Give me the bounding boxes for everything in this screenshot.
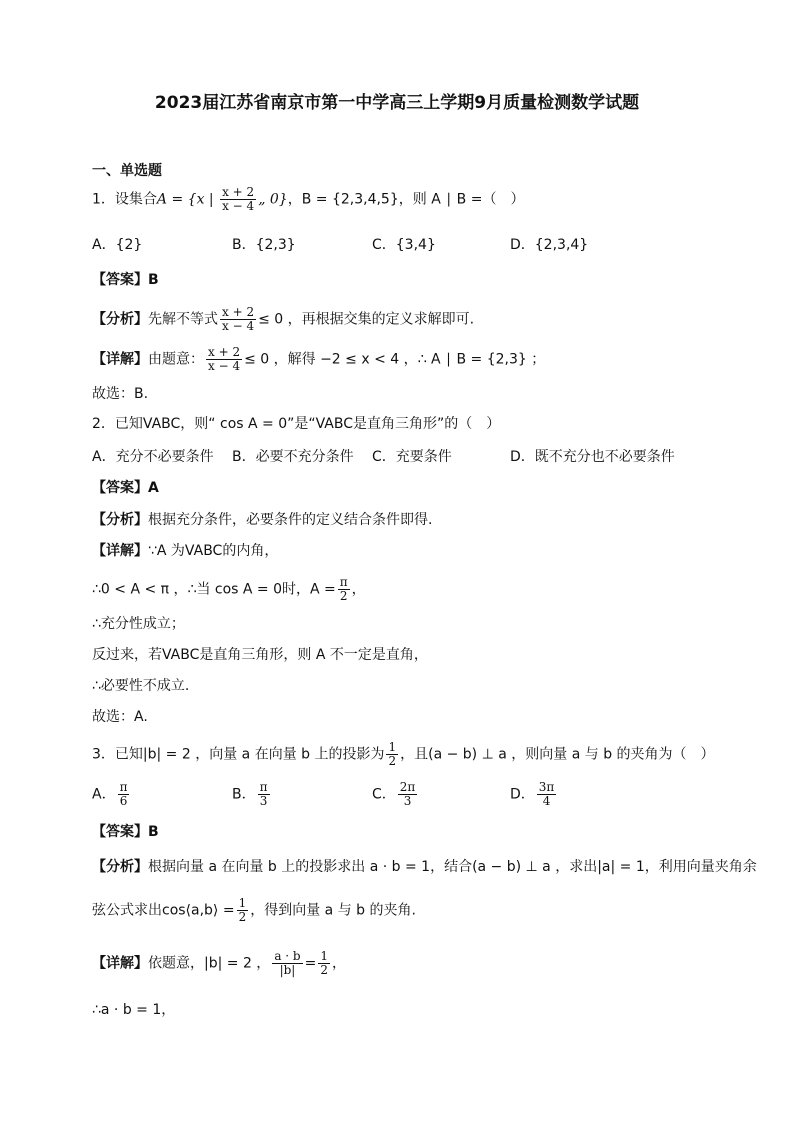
q1-set-b: ，B = {2,3,4,5}，则 A ∣ B =（ ） bbox=[287, 191, 525, 208]
q3-detail-den-2: 2 bbox=[320, 963, 328, 977]
q3-option-d-frac bbox=[537, 781, 557, 808]
q1-fraction bbox=[220, 186, 256, 213]
q2-detail-num: π bbox=[339, 575, 348, 589]
q1-stem bbox=[92, 186, 524, 213]
q3-option-b-frac bbox=[258, 781, 270, 808]
q1-answer-text: 【答案】B bbox=[92, 272, 159, 288]
q3-detail-den-1: |b| bbox=[279, 963, 296, 977]
q1-analysis-fraction bbox=[220, 306, 256, 333]
q3-option-c bbox=[372, 781, 419, 808]
q3-stem-a: 3．已知|b| = 2 ，向量 a 在向量 b 上的投影为 bbox=[92, 746, 385, 763]
q3-option-d-num: 3π bbox=[538, 780, 555, 794]
q2-detail-5: ∴必要性不成立. bbox=[92, 678, 190, 694]
q2-analysis-tag: 【分析】 bbox=[92, 512, 148, 528]
q1-frac-num: x + 2 bbox=[222, 185, 255, 199]
q2-detail-4: 反过来，若VABC是直角三角形，则 A 不一定是直角， bbox=[92, 647, 428, 663]
q3-option-a-frac bbox=[118, 781, 130, 808]
q1-frac-den: x − 4 bbox=[222, 199, 255, 213]
q3-analysis-2b: ，得到向量 a 与 b 的夹角. bbox=[250, 902, 416, 919]
q1-detail-fraction bbox=[206, 346, 242, 373]
q2-detail-2 bbox=[92, 576, 366, 603]
q3-option-b-label: B． bbox=[232, 786, 256, 803]
q1-detail bbox=[92, 346, 545, 373]
q3-option-d-label: D． bbox=[510, 786, 535, 803]
q2-detail bbox=[92, 541, 278, 561]
q1-set-a-end: „ 0} bbox=[258, 191, 288, 208]
q3-stem-num: 1 bbox=[388, 740, 397, 754]
q3-stem-den: 2 bbox=[388, 754, 397, 768]
q2-answer bbox=[92, 478, 159, 498]
q2-detail-2a: ∴0 < A < π ，∴当 cos A = 0时，A = bbox=[92, 581, 336, 598]
q3-detail-num-2: 1 bbox=[320, 949, 328, 963]
q3-option-a-label: A． bbox=[92, 786, 116, 803]
q3-detail-num-1: a · b bbox=[274, 949, 301, 963]
q2-detail-tag: 【详解】 bbox=[92, 543, 148, 559]
q3-detail bbox=[92, 950, 346, 977]
q3-analysis-1: 根据向量 a 在向量 b 上的投影求出 a · b = 1，结合(a − b) ⊥ a ，求出|a| = 1，利用向量夹角余 bbox=[148, 859, 757, 875]
q3-analysis-den: 2 bbox=[238, 910, 247, 924]
q3-detail-1c: ， bbox=[331, 955, 346, 972]
q1-stem-text: 1．设集合 bbox=[92, 191, 157, 208]
q3-option-d-den: 4 bbox=[542, 794, 551, 808]
q1-analysis bbox=[92, 306, 474, 333]
q3-option-a-num: π bbox=[119, 780, 128, 794]
q3-stem-fraction bbox=[386, 741, 398, 768]
q2-choice: 故选：A. bbox=[92, 709, 148, 725]
q3-option-c-label: C． bbox=[372, 786, 396, 803]
q3-answer-text: 【答案】B bbox=[92, 824, 159, 840]
q1-detail-text-a: 由题意： bbox=[148, 351, 204, 368]
q3-option-b bbox=[232, 781, 272, 808]
q1-analysis-den: x − 4 bbox=[222, 319, 255, 333]
q3-analysis bbox=[92, 857, 757, 877]
q2-analysis-text: 根据充分条件，必要条件的定义结合条件即得. bbox=[148, 512, 433, 528]
q3-analysis-fraction bbox=[237, 897, 249, 924]
q3-option-c-frac bbox=[398, 781, 418, 808]
q3-answer bbox=[92, 822, 159, 842]
q1-choice: 故选：B. bbox=[92, 386, 149, 402]
q3-option-c-den: 3 bbox=[403, 794, 412, 808]
q3-option-b-num: π bbox=[259, 780, 268, 794]
q1-analysis-text-a: 先解不等式 bbox=[148, 311, 218, 328]
q2-detail-den: 2 bbox=[339, 589, 348, 603]
q3-analysis-num: 1 bbox=[238, 896, 247, 910]
q1-analysis-tag: 【分析】 bbox=[92, 311, 148, 328]
q1-option-b: B．{2,3} bbox=[232, 237, 296, 253]
q1-detail-tag: 【详解】 bbox=[92, 351, 148, 368]
q1-detail-text-b: ≤ 0 ，解得 −2 ≤ x < 4 ，∴ A ∣ B = {2,3} ； bbox=[244, 351, 546, 368]
q2-option-c: C．充要条件 bbox=[372, 449, 452, 465]
q3-stem bbox=[92, 741, 715, 768]
q3-detail-1b: = bbox=[304, 955, 317, 972]
q3-option-a bbox=[92, 781, 131, 808]
q3-detail-1a: 依题意，|b| = 2 ， bbox=[148, 955, 271, 972]
q2-option-a: A．充分不必要条件 bbox=[92, 449, 214, 465]
q2-option-d: D．既不充分也不必要条件 bbox=[510, 449, 675, 465]
q3-analysis-line-2 bbox=[92, 897, 416, 924]
q2-detail-2b: ， bbox=[351, 581, 366, 598]
q1-option-a: A．{2} bbox=[92, 237, 143, 253]
q1-option-d: D．{2,3,4} bbox=[510, 237, 589, 253]
q1-analysis-num: x + 2 bbox=[222, 305, 255, 319]
section-heading: 一、单选题 bbox=[92, 163, 162, 179]
q3-option-b-den: 3 bbox=[259, 794, 268, 808]
q3-stem-b: ，且(a − b) ⊥ a ，则向量 a 与 b 的夹角为（ ） bbox=[400, 746, 715, 763]
q3-analysis-tag: 【分析】 bbox=[92, 859, 148, 875]
q2-detail-3: ∴充分性成立； bbox=[92, 616, 185, 632]
q1-detail-den: x − 4 bbox=[208, 359, 241, 373]
q3-detail-2: ∴a · b = 1， bbox=[92, 1002, 176, 1018]
q1-option-c: C．{3,4} bbox=[372, 237, 436, 253]
q3-detail-tag: 【详解】 bbox=[92, 955, 148, 972]
q2-detail-fraction bbox=[338, 576, 350, 603]
q3-detail-fraction-1 bbox=[272, 950, 302, 977]
q1-answer bbox=[92, 270, 159, 290]
q3-analysis-2a: 弦公式求出cos⟨a,b⟩ = bbox=[92, 902, 235, 919]
q3-option-c-num: 2π bbox=[399, 780, 416, 794]
q3-detail-fraction-2 bbox=[318, 950, 330, 977]
q1-analysis-text-b: ≤ 0 ，再根据交集的定义求解即可. bbox=[258, 311, 475, 328]
q1-set-a: A = {x | bbox=[156, 191, 219, 208]
q2-detail-1: ∵A 为VABC的内角， bbox=[148, 543, 279, 559]
q1-detail-num: x + 2 bbox=[208, 345, 241, 359]
q2-stem: 2．已知VABC，则“ cos A = 0”是“VABC是直角三角形”的（ ） bbox=[92, 416, 501, 432]
q2-analysis bbox=[92, 510, 432, 530]
q2-answer-text: 【答案】A bbox=[92, 480, 159, 496]
page-title: 2023届江苏省南京市第一中学高三上学期9月质量检测数学试题 bbox=[154, 93, 640, 113]
q2-option-b: B．必要不充分条件 bbox=[232, 449, 354, 465]
q3-option-d bbox=[510, 781, 558, 808]
q3-option-a-den: 6 bbox=[119, 794, 128, 808]
